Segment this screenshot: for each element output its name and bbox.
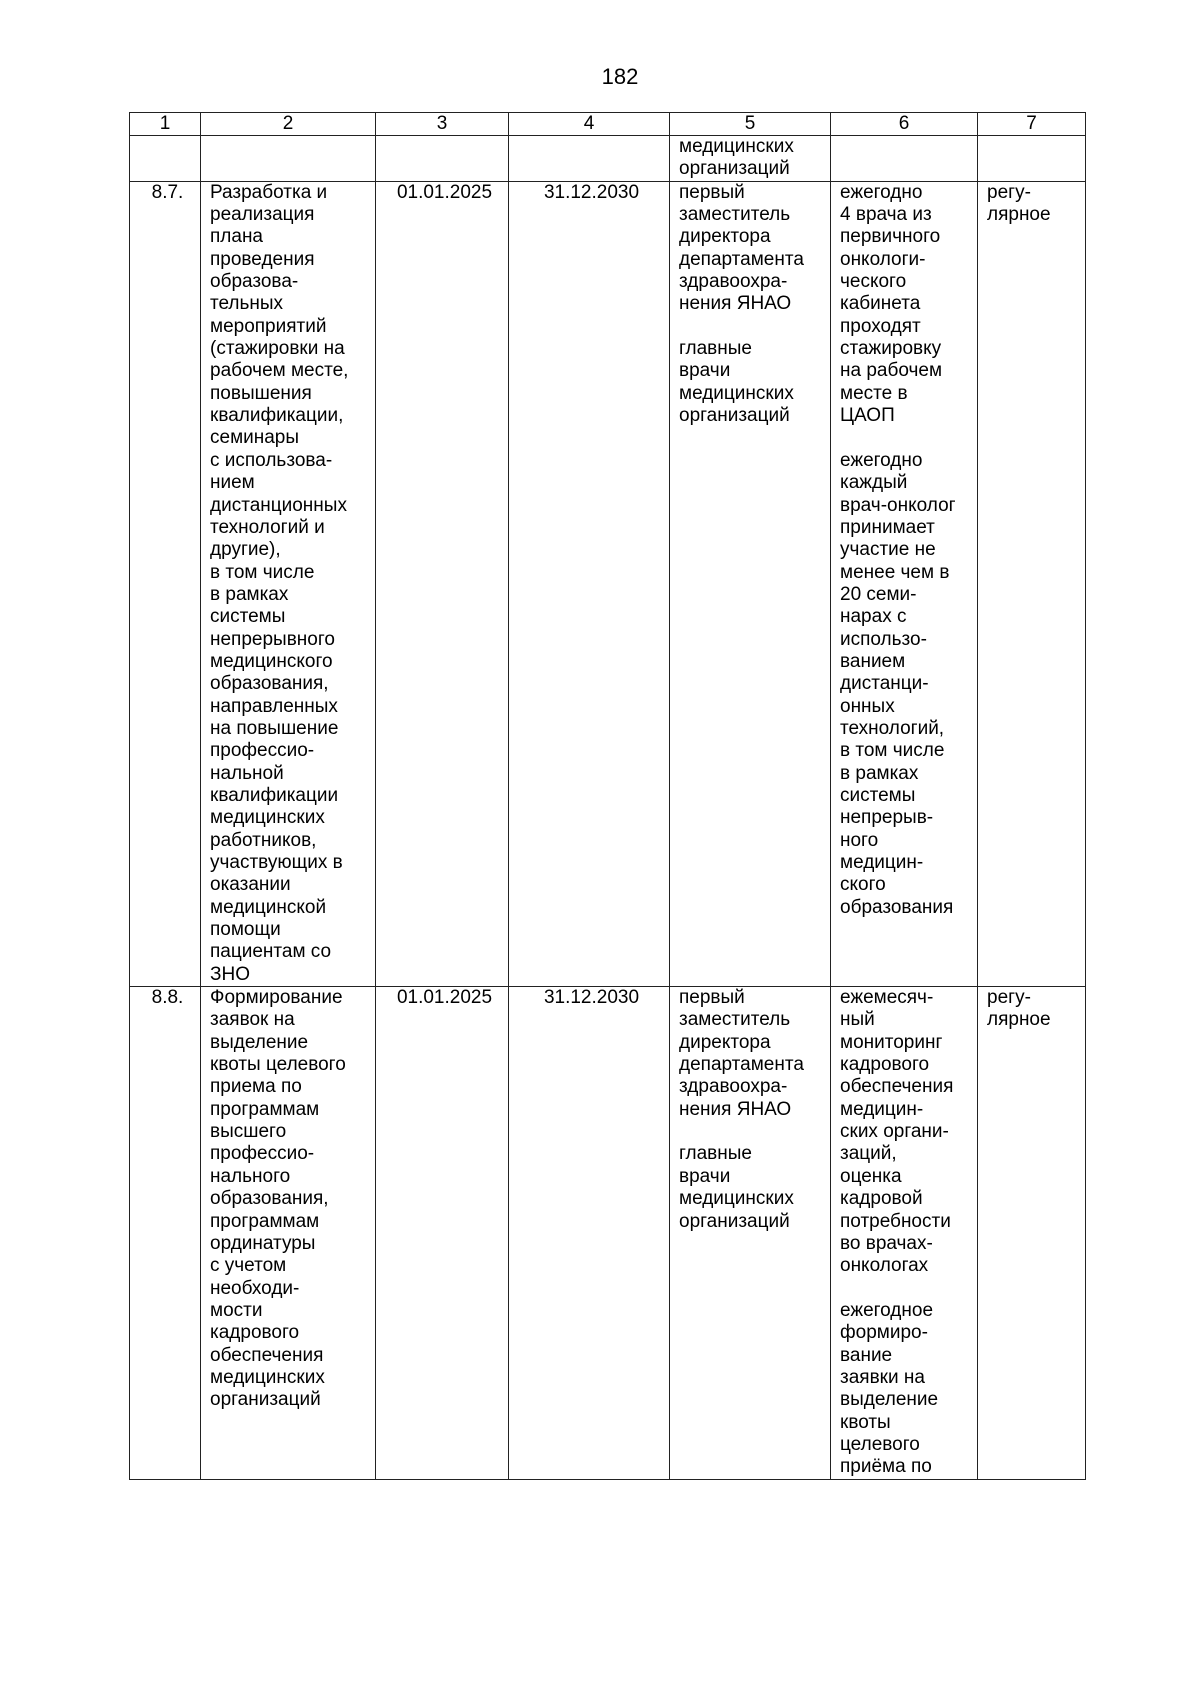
cell-result: ежемесяч- ный мониторинг кадрового обеспечения медицин- ских органи- заций, оценка кадровой потребности во врачах- онкологах ежегодное формиро- вание заявки на выделение квоты целевого приёма по — [831, 987, 978, 1480]
column-header-7: 7 — [978, 113, 1086, 136]
column-header-4: 4 — [509, 113, 670, 136]
cell-number: 8.7. — [130, 181, 201, 986]
column-header-3: 3 — [376, 113, 509, 136]
cell-number: 8.8. — [130, 987, 201, 1480]
cell-responsible: первый заместитель директора департамента здравоохра- нения ЯНАО главные врачи медицинских организаций — [670, 181, 831, 986]
table-row-8-8 — [130, 987, 1086, 1480]
table-header-row — [130, 113, 1086, 136]
cell-start-date — [376, 136, 509, 182]
table-row-continuation — [130, 136, 1086, 182]
cell-end-date: 31.12.2030 — [509, 181, 670, 986]
cell-responsible: медицинских организаций — [670, 136, 831, 182]
column-header-1: 1 — [130, 113, 201, 136]
column-header-6: 6 — [831, 113, 978, 136]
table-row-8-7 — [130, 181, 1086, 986]
cell-character: регу- лярное — [978, 181, 1086, 986]
cell-number — [130, 136, 201, 182]
cell-result — [831, 136, 978, 182]
column-header-5: 5 — [670, 113, 831, 136]
cell-activity: Разработка и реализация плана проведения образова- тельных мероприятий (стажировки на рабочем месте, повышения квалификации, семинары с использова- нием дистанционных технологий и другие), в том числе в рамках системы непрерывного медицинского образования, направленных на повышение профессио- нальной квалификации медицинских работников, участвующих в оказании медицинской помощи пациентам со ЗНО — [201, 181, 376, 986]
cell-responsible: первый заместитель директора департамента здравоохра- нения ЯНАО главные врачи медицинских организаций — [670, 987, 831, 1480]
cell-start-date: 01.01.2025 — [376, 181, 509, 986]
plan-table — [129, 112, 1086, 1480]
cell-character — [978, 136, 1086, 182]
cell-end-date: 31.12.2030 — [509, 987, 670, 1480]
cell-activity — [201, 136, 376, 182]
column-header-2: 2 — [201, 113, 376, 136]
cell-character: регу- лярное — [978, 987, 1086, 1480]
cell-result: ежегодно 4 врача из первичного онкологи- ческого кабинета проходят стажировку на рабочем месте в ЦАОП ежегодно каждый врач-онколог принимает участие не менее чем в 20 семи- нарах с использо- ванием дистанци- онных технологий, в том числе в рамках системы непрерыв- ного медицин- ского образования — [831, 181, 978, 986]
cell-start-date: 01.01.2025 — [376, 987, 509, 1480]
cell-activity: Формирование заявок на выделение квоты целевого приема по программам высшего профессио- нального образования, программам ординатуры с учетом необходи- мости кадрового обеспечения медицинских организаций — [201, 987, 376, 1480]
cell-end-date — [509, 136, 670, 182]
page-number: 182 — [601, 64, 639, 89]
